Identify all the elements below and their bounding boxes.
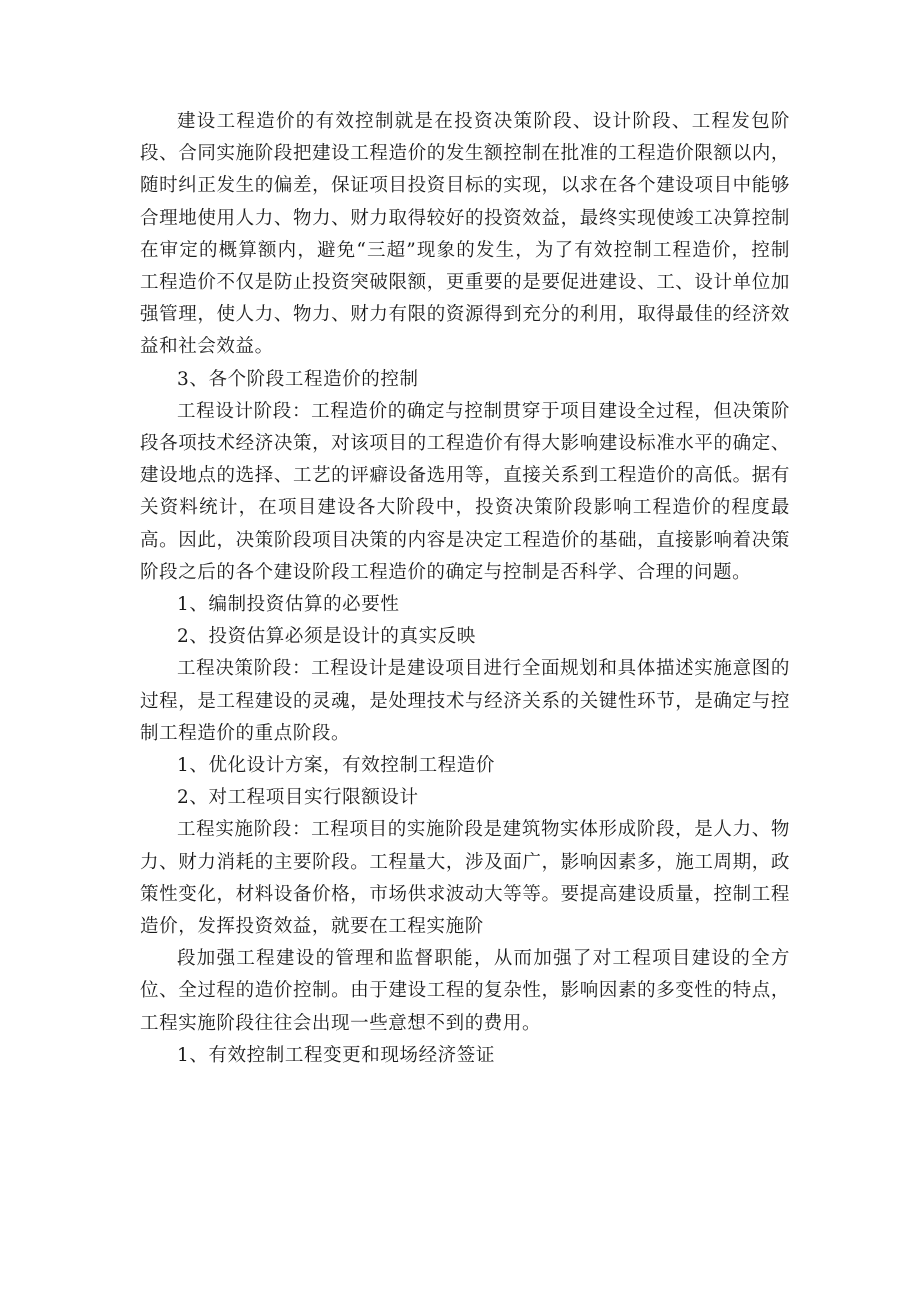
list-item: 1、编制投资估算的必要性 — [177, 594, 400, 616]
design-stage-paragraph: 工程设计阶段：工程造价的确定与控制贯穿于项目建设全过程，但决策阶段各项技术经济决策，对该项目的工程造价有得大影响建设标准水平的确定、建设地点的选择、工艺的评癖设备选用等，直接关系到工程造价的高低。据有关资料统计，在项目建设各大阶段中，投资决策阶段影响工程造价的程度最高。因此，决策阶段项目决策的内容是决定工程造价的基础，直接影响着决策阶段之后的各个建设阶段工程造价的确定与控制是否科学、合理的问题。 — [140, 400, 790, 583]
decision-stage-paragraph: 工程决策阶段：工程设计是建设项目进行全面规划和具体描述实施意图的过程，是工程建设的灵魂，是处理技术与经济关系的关键性环节，是确定与控制工程造价的重点阶段。 — [140, 658, 790, 744]
list-item: 2、投资估算必须是设计的真实反映 — [177, 626, 476, 648]
list-item: 1、优化设计方案，有效控制工程造价 — [177, 755, 495, 777]
intro-paragraph: 建设工程造价的有效控制就是在投资决策阶段、设计阶段、工程发包阶段、合同实施阶段把建设工程造价的发生额控制在批准的工程造价限额以内，随时纠正发生的偏差，保证项目投资目标的实现，以求在各个建设项目中能够合理地使用人力、物力、财力取得较好的投资效益，最终实现使竣工决算控制在审定的概算额内，避免“三超”现象的发生，为了有效控制工程造价，控制工程造价不仅是防止投资突破限额，更重要的是要促进建设、工、设计单位加强管理，使人力、物力、财力有限的资源得到充分的利用，取得最佳的经济效益和社会效益。 — [140, 111, 790, 358]
document-body — [140, 106, 790, 1072]
list-item: 2、对工程项目实行限额设计 — [177, 787, 419, 809]
list-item: 1、有效控制工程变更和现场经济签证 — [177, 1044, 495, 1066]
implementation-continuation-paragraph: 段加强工程建设的管理和监督职能，从而加强了对工程项目建设的全方位、全过程的造价控制。由于建设工程的复杂性，影响因素的多变性的特点，工程实施阶段往往会出现一些意想不到的费用。 — [140, 948, 790, 1034]
section-heading-stage-control: 3、各个阶段工程造价的控制 — [177, 368, 419, 390]
implementation-stage-paragraph: 工程实施阶段：工程项目的实施阶段是建筑物实体形成阶段，是人力、物力、财力消耗的主要阶段。工程量大，涉及面广，影响因素多，施工周期，政策性变化，材料设备价格，市场供求波动大等等。要提高建设质量，控制工程造价，发挥投资效益，就要在工程实施阶 — [140, 819, 790, 938]
